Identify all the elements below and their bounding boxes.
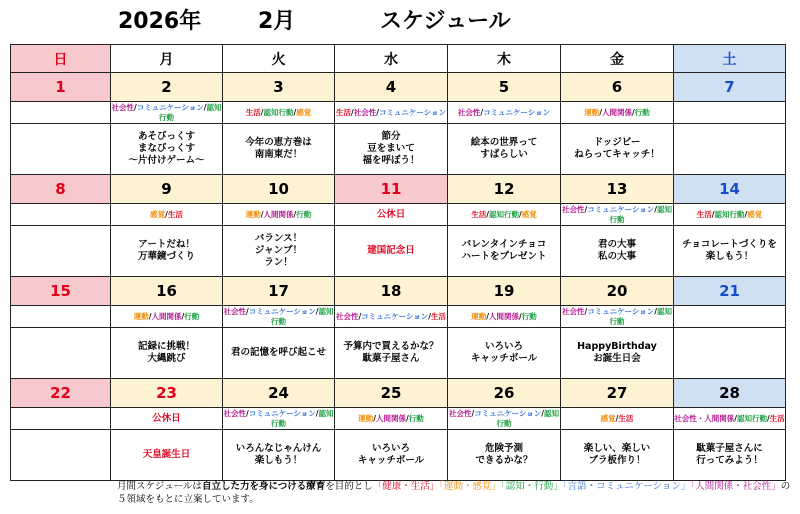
day-categories [561, 204, 674, 226]
day-activity: 建国記念日 [335, 226, 448, 277]
day-categories [674, 408, 786, 430]
category-tag: / [519, 311, 522, 321]
day-activity [11, 430, 111, 481]
day-number: 23 [111, 379, 223, 408]
calendar-year: 2026年 [118, 9, 202, 34]
category-tag: 人間関係 [263, 209, 294, 219]
category-tag: 認知行動 [271, 408, 334, 428]
day-categories [111, 408, 223, 430]
category-tag: 生活 [335, 107, 351, 117]
footnote-mid: を目的とし [325, 481, 373, 492]
day-number: 10 [223, 175, 335, 204]
category-tag: コミュニケーション [361, 311, 429, 321]
day-activity [11, 226, 111, 277]
category-tag: 認知行動 [271, 306, 334, 326]
category-tag: / [358, 311, 362, 321]
date-row [11, 379, 786, 408]
holiday-label: 公休日 [376, 208, 406, 220]
day-number: 13 [561, 175, 674, 204]
day-categories [674, 102, 786, 124]
category-tag: 認知行動 [714, 209, 745, 219]
category-tag: 行動 [634, 107, 650, 117]
category-tag: 行動 [296, 209, 312, 219]
day-categories [335, 102, 448, 124]
category-tag: / [711, 209, 715, 219]
category-tag: / [293, 209, 297, 219]
category-tag: 運動 [471, 311, 487, 321]
category-row [11, 306, 786, 328]
category-tag: 感覚 [600, 413, 616, 423]
date-row [11, 175, 786, 204]
day-activity: 危険予測 できるかな？ [448, 430, 561, 481]
category-tag: / [373, 413, 376, 423]
weekday-mon: 月 [111, 45, 223, 73]
category-tag: コミュニケーション [474, 408, 542, 418]
day-categories [223, 306, 335, 328]
day-categories [448, 306, 561, 328]
category-tag: 運動 [358, 413, 374, 423]
category-tag: / [245, 408, 249, 418]
day-number: 20 [561, 277, 674, 306]
day-categories [335, 408, 448, 430]
category-tag: / [376, 107, 379, 117]
day-activity [674, 124, 786, 175]
day-number: 12 [448, 175, 561, 204]
footnote-emphasis: 自立した力を身につける療育 [201, 481, 326, 492]
category-tag: 感覚 [296, 107, 312, 117]
category-row [11, 102, 786, 124]
day-activity: HappyBirthday お誕生日会 [561, 328, 674, 379]
day-activity: いろいろ キャッチボール [448, 328, 561, 379]
footnote-prefix: 月間スケジュールは [117, 481, 202, 492]
day-activity: アートだね！ 万華鏡づくり [111, 226, 223, 277]
day-number: 19 [448, 277, 561, 306]
day-activity: 君の記憶を呼び起こせ [223, 328, 335, 379]
category-tag: 感覚 [150, 209, 166, 219]
category-tag: コミュニケーション [248, 306, 316, 316]
domain-health: 「健康・生活」 [372, 481, 440, 492]
day-activity: バランス！ ジャンプ！ ラン！ [223, 226, 335, 277]
category-tag: 感覚 [521, 209, 537, 219]
day-activity: 天皇誕生日 [111, 430, 223, 481]
day-number: 5 [448, 73, 561, 102]
day-categories [448, 102, 561, 124]
footnote-suffix: の５領域をもとに立案しています。 [117, 481, 791, 505]
day-categories [11, 102, 111, 124]
category-tag: / [632, 107, 635, 117]
category-tag: / [203, 102, 207, 112]
monthly-schedule-table [10, 44, 786, 481]
day-categories [223, 408, 335, 430]
category-tag: / [584, 204, 588, 214]
category-tag: 認知行動 [737, 413, 767, 423]
day-activity: 楽しい、楽しい ブラ板作り！ [561, 430, 674, 481]
category-tag: 生活 [167, 209, 183, 219]
category-tag: 社会性 [335, 311, 359, 321]
category-tag: / [486, 311, 489, 321]
category-tag: / [471, 408, 475, 418]
weekday-tue: 火 [223, 45, 335, 73]
category-tag: 人間関係 [602, 107, 632, 117]
day-number: 6 [561, 73, 674, 102]
day-number: 14 [674, 175, 786, 204]
category-tag: 生活 [769, 413, 785, 423]
category-tag: 認知行動 [609, 204, 673, 224]
domain-cognition: 「認知・行動」 [501, 481, 563, 492]
category-tag: 社会性・人間関係 [674, 413, 735, 423]
category-tag: 社会性 [561, 204, 585, 214]
day-activity: 絵本の世界って すばらしい [448, 124, 561, 175]
category-tag: 認知行動 [496, 408, 560, 428]
activity-row [11, 430, 786, 481]
day-categories [448, 408, 561, 430]
day-activity: ドッジビー ねらってキャッチ！ [561, 124, 674, 175]
day-categories [111, 102, 223, 124]
category-tag: / [480, 107, 484, 117]
day-number: 21 [674, 277, 786, 306]
category-tag: / [486, 209, 489, 219]
activity-row [11, 328, 786, 379]
category-tag: / [654, 306, 658, 316]
category-tag: / [315, 408, 319, 418]
day-activity: あそびっくす まなびっくす ～片付けゲーム～ [111, 124, 223, 175]
category-tag: コミュニケー [378, 107, 424, 117]
day-activity: 記録に挑戦！ 大縄跳び [111, 328, 223, 379]
day-categories [674, 306, 786, 328]
category-tag: / [599, 107, 602, 117]
holiday-label: 公休日 [152, 412, 181, 424]
day-number: 22 [11, 379, 111, 408]
category-tag: / [767, 413, 770, 423]
category-tag: コミュニケーション [587, 306, 655, 316]
day-number: 15 [11, 277, 111, 306]
day-categories [335, 204, 448, 226]
day-activity: 駄菓子屋さんに 行ってみよう！ [674, 430, 786, 481]
day-number: 26 [448, 379, 561, 408]
category-tag: / [654, 204, 658, 214]
category-tag: 行動 [184, 311, 200, 321]
domain-motion: 「運動・感覚」 [439, 481, 502, 492]
category-tag: / [133, 102, 137, 112]
category-tag: / [734, 413, 737, 423]
day-number: 4 [335, 73, 448, 102]
category-tag: / [615, 413, 619, 423]
category-tag: 社会性 [353, 107, 377, 117]
day-number: 28 [674, 379, 786, 408]
category-tag: / [584, 306, 588, 316]
day-activity: バレンタインチョコ ハートをプレゼント [448, 226, 561, 277]
category-row [11, 408, 786, 430]
category-tag: 認知行動 [489, 209, 519, 219]
day-categories [223, 204, 335, 226]
category-tag: 運動 [133, 311, 149, 321]
date-row [11, 73, 786, 102]
day-number: 17 [223, 277, 335, 306]
day-categories [11, 204, 111, 226]
category-tag: 人間関係 [151, 311, 182, 321]
day-categories [561, 408, 674, 430]
category-tag: / [165, 209, 168, 219]
day-activity [674, 328, 786, 379]
weekday-thu: 木 [448, 45, 561, 73]
category-tag: / [428, 311, 432, 321]
category-tag: 生活 [245, 107, 261, 117]
day-number: 9 [111, 175, 223, 204]
category-tag: / [315, 306, 319, 316]
activity-row [11, 226, 786, 277]
category-tag: / [148, 311, 152, 321]
category-tag: コミュニケーション [248, 408, 316, 418]
day-activity: 節分 豆をまいて 福を呼ぼう！ [335, 124, 448, 175]
day-number: 16 [111, 277, 223, 306]
category-tag: 生活 [618, 413, 634, 423]
page-title: スケジュール [380, 9, 511, 34]
category-tag: / [350, 107, 354, 117]
day-number: 25 [335, 379, 448, 408]
category-tag: 運動 [245, 209, 261, 219]
day-number: 7 [674, 73, 786, 102]
category-tag: 運動 [584, 107, 600, 117]
domain-social: 「人間関係・社会性」 [690, 481, 781, 492]
category-tag: 社会性 [448, 408, 472, 418]
category-tag: 社会性 [111, 102, 134, 112]
weekday-header-row [11, 45, 786, 73]
weekday-fri: 金 [561, 45, 674, 73]
day-number: 18 [335, 277, 448, 306]
weekday-wed: 水 [335, 45, 448, 73]
category-tag: 行動 [521, 311, 537, 321]
day-categories [223, 102, 335, 124]
category-tag: / [181, 311, 185, 321]
category-tag: コミュニケーション [587, 204, 655, 214]
day-number: 2 [111, 73, 223, 102]
schedule-footnote [117, 480, 797, 506]
category-tag: コミュニケーション [483, 107, 551, 117]
day-activity: いろんなじゃんけん 楽しもう！ [223, 430, 335, 481]
category-tag: 生活 [431, 311, 447, 321]
category-tag: 認知行動 [263, 107, 294, 117]
category-tag: 人間関係 [376, 413, 406, 423]
day-categories [335, 306, 448, 328]
day-categories [448, 204, 561, 226]
category-tag: / [519, 209, 522, 219]
day-categories [11, 408, 111, 430]
day-number: 24 [223, 379, 335, 408]
weekday-sun: 日 [11, 45, 111, 73]
category-tag: 人間関係 [489, 311, 519, 321]
calendar-month: 2月 [258, 9, 296, 34]
date-row [11, 277, 786, 306]
category-tag: 生活 [696, 209, 712, 219]
category-tag: / [406, 413, 409, 423]
category-tag: 行動 [408, 413, 424, 423]
day-activity: 予算内で買えるかな？ 駄菓子屋さん [335, 328, 448, 379]
category-tag: 社会性 [223, 408, 246, 418]
day-activity: チョコレートづくりを 楽しもう！ [674, 226, 786, 277]
day-activity: 今年の恵方巻は 南南東だ！ [223, 124, 335, 175]
day-categories [11, 306, 111, 328]
category-tag: / [260, 107, 264, 117]
day-number: 3 [223, 73, 335, 102]
day-number: 11 [335, 175, 448, 204]
weekday-sat: 土 [674, 45, 786, 73]
category-row [11, 204, 786, 226]
category-tag: 社会性 [223, 306, 246, 316]
category-tag: / [245, 306, 249, 316]
category-tag: 社会性 [561, 306, 585, 316]
category-tag: 社会性 [457, 107, 481, 117]
category-tag: 認知行動 [159, 102, 222, 122]
day-activity [11, 328, 111, 379]
category-tag: 感覚 [747, 209, 763, 219]
category-tag: / [260, 209, 264, 219]
domain-language: 「言語・コミュニケーション」 [562, 481, 691, 492]
day-number: 8 [11, 175, 111, 204]
day-categories [561, 306, 674, 328]
day-number: 1 [11, 73, 111, 102]
category-tag: 生活 [471, 209, 487, 219]
day-categories [561, 102, 674, 124]
day-activity: 君の大事 私の大事 [561, 226, 674, 277]
category-tag: / [541, 408, 545, 418]
day-number: 27 [561, 379, 674, 408]
activity-row [11, 124, 786, 175]
day-categories [111, 204, 223, 226]
category-tag: ション [423, 107, 447, 117]
category-tag: コミュニケーション [136, 102, 204, 112]
day-categories [111, 306, 223, 328]
day-activity [11, 124, 111, 175]
category-tag: / [744, 209, 748, 219]
day-activity: いろいろ キャッチボール [335, 430, 448, 481]
category-tag: 認知行動 [609, 306, 673, 326]
day-categories [674, 204, 786, 226]
category-tag: / [293, 107, 297, 117]
